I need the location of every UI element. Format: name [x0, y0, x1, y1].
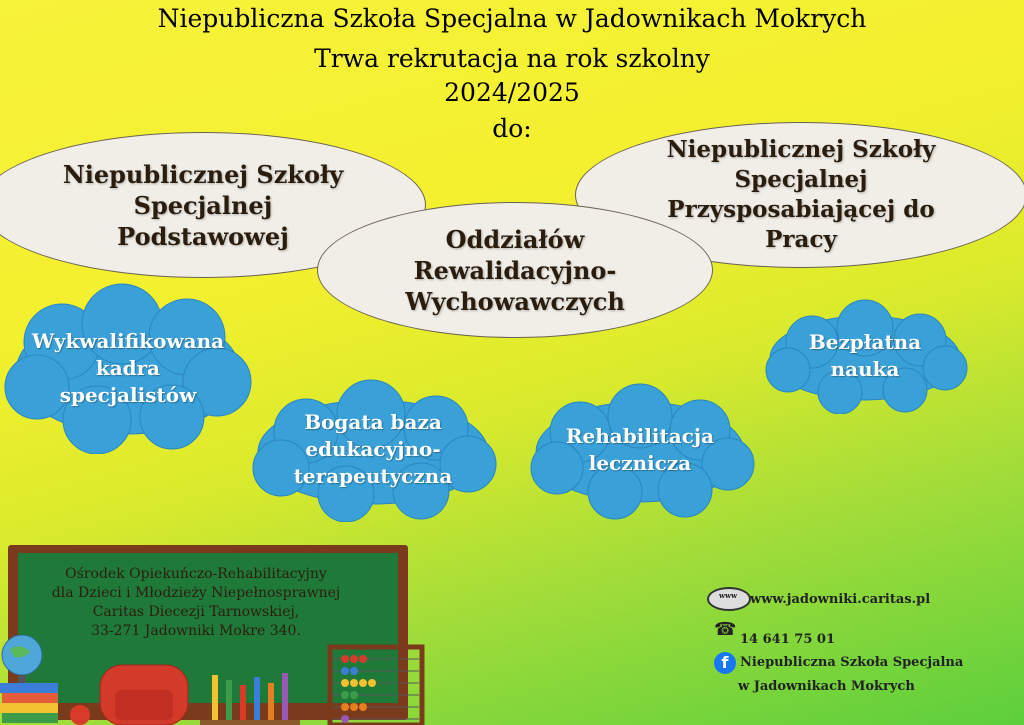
title-line-2: Trwa rekrutacja na rok szkolny: [314, 44, 710, 73]
oval-left-line-2: Specjalnej: [133, 190, 273, 220]
cloud4-line-2: nauka: [830, 357, 900, 381]
oval-center-line-1: Oddziałów: [445, 224, 585, 254]
phone-icon: ☎: [714, 619, 737, 640]
cloud-rich-base: [246, 376, 500, 522]
facebook-icon: f: [714, 652, 736, 674]
www-icon-label: www: [718, 591, 738, 600]
oval-left-line-3: Podstawowej: [117, 221, 289, 251]
phone-number[interactable]: 14 641 75 01: [740, 632, 835, 647]
cloud-qualified-staff: [2, 282, 254, 454]
title-line-4: do:: [492, 114, 532, 143]
cloud1-line-2: kadra: [95, 355, 161, 380]
cloud4-line-1: Bezpłatna: [808, 330, 922, 354]
oval-right-line-3: Przysposabiającej do: [667, 196, 935, 223]
books-icon: [0, 683, 58, 693]
facebook-page-name-2: w Jadownikach Mokrych: [738, 679, 915, 694]
cloud3-line-2: lecznicza: [588, 451, 692, 475]
cloud-rehabilitation: [525, 380, 755, 520]
address-line-1: Ośrodek Opiekuńczo-Rehabilitacyjny: [65, 566, 327, 582]
oval-right-line-2: Specjalnej: [734, 166, 868, 193]
cloud1-line-3: specjalistów: [59, 382, 197, 407]
cloud-free-education: [760, 298, 970, 414]
oval-right-line-4: Pracy: [765, 226, 837, 253]
apple-icon: [70, 705, 90, 725]
oval-right-line-1: Niepublicznej Szkoły: [666, 136, 936, 163]
chalkboard-address: [26, 565, 366, 641]
oval-center-line-2: Rewalidacyjno-: [413, 255, 617, 285]
school-supplies-illustration: [0, 635, 440, 725]
address-line-4: 33-271 Jadowniki Mokre 340.: [91, 623, 301, 639]
cloud2-line-1: Bogata baza: [304, 409, 442, 434]
pencil-icon: [212, 675, 218, 723]
facebook-page-name[interactable]: Niepubliczna Szkoła Specjalna: [740, 655, 964, 670]
address-line-2: dla Dzieci i Młodzieży Niepełnosprawnej: [51, 585, 341, 601]
cloud2-line-3: terapeutyczna: [293, 463, 453, 488]
oval-center-line-3: Wychowawczych: [405, 286, 625, 316]
cloud3-line-1: Rehabilitacja: [565, 424, 715, 448]
title-line-3: 2024/2025: [444, 78, 580, 107]
website-link[interactable]: www.jadowniki.caritas.pl: [750, 592, 931, 607]
cloud2-line-2: edukacyjno-: [305, 436, 441, 461]
title-line-1: Niepubliczna Szkoła Specjalna w Jadownikach Mokrych: [157, 4, 867, 33]
oval-center-units: [317, 202, 713, 338]
address-line-3: Caritas Diecezji Tarnowskiej,: [92, 604, 300, 620]
cloud1-line-1: Wykwalifikowana: [31, 328, 225, 353]
oval-left-line-1: Niepublicznej Szkoły: [62, 159, 344, 189]
